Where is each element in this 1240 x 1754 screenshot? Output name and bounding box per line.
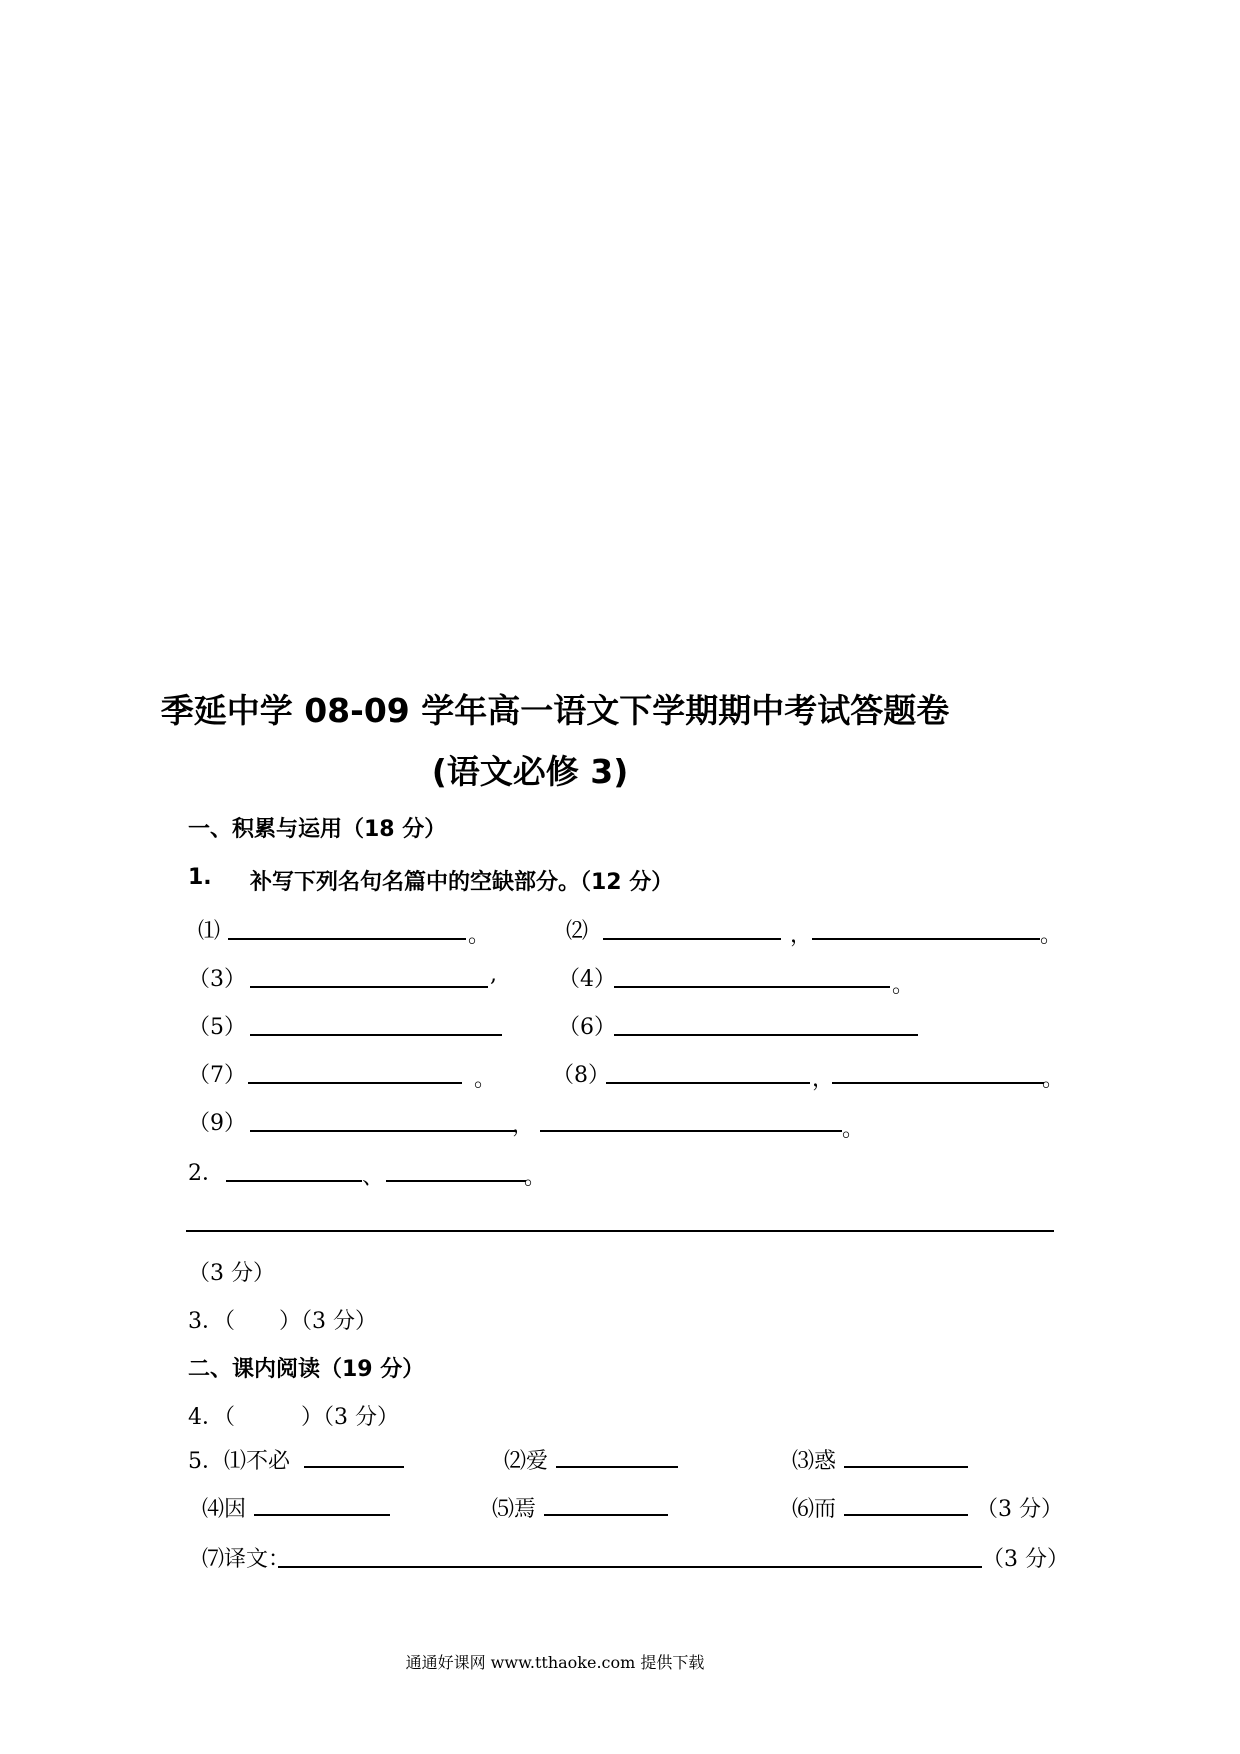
q5-item-6-blank[interactable] [844, 1514, 968, 1516]
q5-item-1-blank[interactable] [304, 1466, 404, 1468]
q5-item-3-label: ⑶惑 [792, 1449, 837, 1474]
q1-item-2-comma: ， [790, 923, 813, 948]
q1-item-1-end: 。 [468, 923, 491, 948]
q2-score: （3 分） [188, 1261, 275, 1286]
q1-item-8-label: （8） [552, 1063, 610, 1088]
question-1-number: 1. [188, 865, 212, 890]
question-2-number: 2． [188, 1161, 224, 1186]
q2-blank-a[interactable] [226, 1180, 362, 1182]
question-1-prompt: 补写下列名句名篇中的空缺部分。（12 分） [250, 870, 674, 895]
q1-item-8-end: 。 [1042, 1067, 1065, 1092]
q5-item-4-label: ⑷因 [202, 1497, 247, 1522]
q1-item-6-label: （6） [558, 1015, 616, 1040]
q1-item-5-blank[interactable] [250, 1034, 502, 1036]
page-title: 季延中学 08-09 学年高一语文下学期期中考试答题卷 [160, 691, 950, 730]
page-subtitle: (语文必修 3) [431, 752, 629, 791]
q5-item-5-label: ⑸焉 [492, 1497, 537, 1522]
q1-item-4-label: （4） [558, 967, 616, 992]
q1-item-2-blank-a[interactable] [603, 938, 781, 940]
question-5-number: 5． [188, 1449, 224, 1474]
question-3: 3．（ ）（3 分） [188, 1309, 377, 1334]
page-footer: 通通好课网 www.tthaoke.com 提供下载 [405, 1653, 705, 1672]
q1-item-2-label: ⑵ [566, 919, 589, 944]
q1-item-8-comma: ， [812, 1067, 835, 1092]
q1-item-9-blank-a[interactable] [250, 1130, 516, 1132]
q5-item-2-label: ⑵爱 [504, 1449, 549, 1474]
q1-item-9-label: （9） [188, 1111, 246, 1136]
q1-item-1-label: ⑴ [198, 919, 221, 944]
q5-item-6-label: ⑹而 [792, 1497, 837, 1522]
q5-row3-score: （3 分） [982, 1547, 1069, 1572]
q1-item-7-label: （7） [188, 1063, 246, 1088]
q2-blank-b[interactable] [386, 1180, 526, 1182]
q1-item-9-end: 。 [842, 1117, 865, 1142]
q1-item-8-blank-b[interactable] [832, 1082, 1044, 1084]
q1-item-6-blank[interactable] [614, 1034, 918, 1036]
section-1-heading: 一、积累与运用（18 分） [188, 817, 447, 842]
q5-row2-score: （3 分） [976, 1497, 1063, 1522]
q5-item-2-blank[interactable] [556, 1466, 678, 1468]
q2-end: 。 [524, 1165, 547, 1190]
q1-item-2-blank-b[interactable] [812, 938, 1040, 940]
q1-item-2-end: 。 [1040, 923, 1063, 948]
q5-item-4-blank[interactable] [254, 1514, 390, 1516]
q1-item-3-end: , [490, 962, 497, 987]
q5-item-7-translation-blank[interactable] [278, 1566, 982, 1568]
q1-item-4-blank[interactable] [614, 986, 890, 988]
q5-item-5-blank[interactable] [544, 1514, 668, 1516]
q1-item-8-blank-a[interactable] [606, 1082, 810, 1084]
q1-item-3-label: （3） [188, 967, 246, 992]
q1-item-3-blank[interactable] [250, 986, 488, 988]
q1-item-1-blank[interactable] [228, 938, 466, 940]
question-4: 4．（ ）（3 分） [188, 1405, 399, 1430]
q2-separator: 、 [362, 1165, 385, 1190]
q1-item-4-end: 。 [892, 973, 915, 998]
q5-item-3-blank[interactable] [844, 1466, 968, 1468]
q2-long-answer-line[interactable] [186, 1230, 1054, 1232]
q5-item-1-label: ⑴不必 [224, 1449, 291, 1474]
q1-item-9-comma: ， [512, 1113, 535, 1138]
q1-item-9-blank-b[interactable] [540, 1130, 842, 1132]
q1-item-7-blank[interactable] [248, 1082, 462, 1084]
q1-item-7-end: 。 [474, 1067, 497, 1092]
q5-item-7-label: ⑺译文： [202, 1547, 291, 1572]
section-2-heading: 二、课内阅读（19 分） [188, 1357, 425, 1382]
q1-item-5-label: （5） [188, 1015, 246, 1040]
